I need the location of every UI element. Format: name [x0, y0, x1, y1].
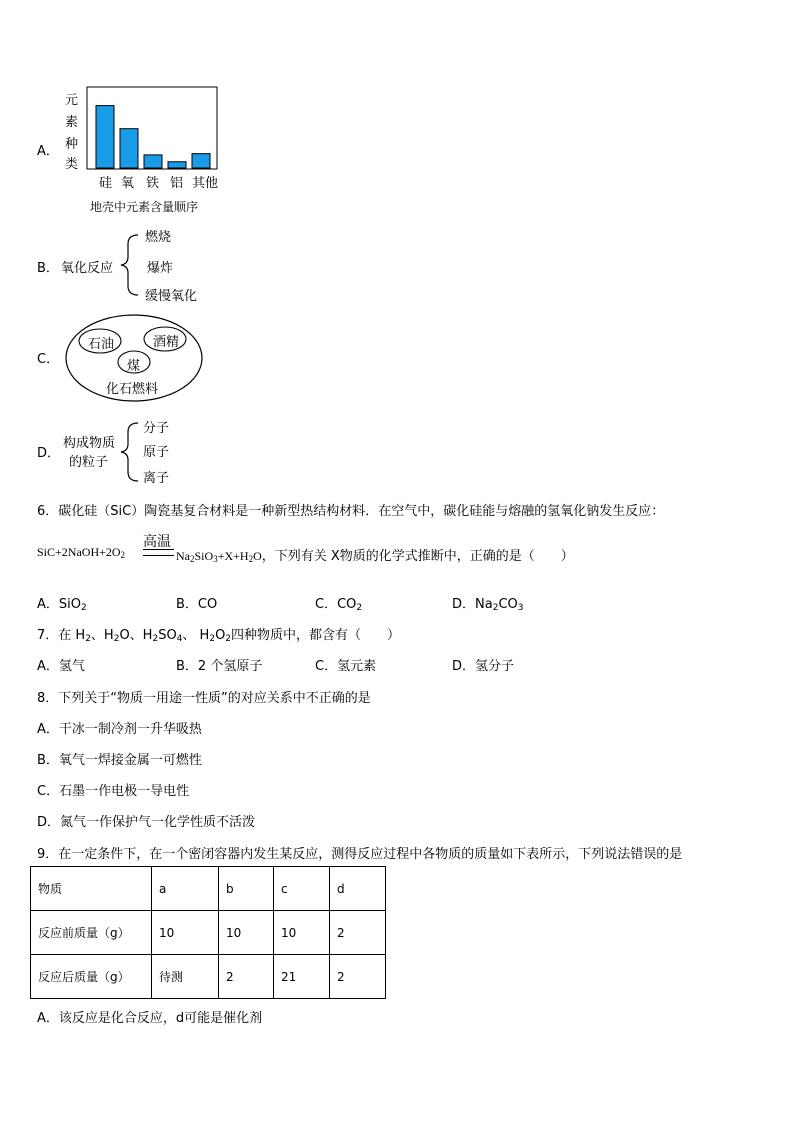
venn-label-fossil-fuel: 化石燃料 [106, 382, 159, 397]
equation-product: SiO [194, 549, 214, 563]
stem-text: SO [158, 628, 177, 643]
ylabel-char: 类 [65, 157, 79, 172]
venn-label-coal: 煤 [127, 359, 141, 374]
table-cell: 10 [219, 911, 274, 955]
option-text: C．CO [315, 597, 357, 612]
chemical-equation [37, 545, 125, 560]
q6-option [452, 593, 523, 613]
q8-option: D．氮气一作保护气一化学性质不活泼 [37, 815, 256, 830]
subscript: 2 [225, 634, 232, 644]
subscript: 2 [120, 550, 126, 560]
brace-icon [118, 420, 142, 484]
table-row [31, 955, 386, 999]
chart-caption: 地壳中元素含量顺序 [90, 200, 199, 214]
option-b-label: B． [37, 261, 59, 276]
q7-option: A．氢气 [37, 659, 85, 674]
brace-item: 缓慢氧化 [145, 289, 198, 304]
brace-item: 爆炸 [147, 261, 174, 276]
brace-item: 离子 [143, 471, 170, 486]
x-tick-label: 氧 [121, 176, 135, 191]
mass-table [30, 866, 386, 999]
table-cell: 21 [274, 955, 330, 999]
venn-label-petroleum: 石油 [88, 337, 115, 352]
q8-option: A．干冰一制冷剂一升华吸热 [37, 722, 202, 737]
subscript: 2 [209, 634, 216, 644]
equation-product: Na [176, 549, 190, 563]
subscript: 4 [176, 634, 183, 644]
ylabel-char: 元 [65, 93, 79, 108]
table-cell: 2 [330, 911, 386, 955]
table-row [31, 911, 386, 955]
table-cell: 反应前质量（g） [31, 911, 152, 955]
brace-item: 分子 [143, 421, 170, 436]
q6-option [176, 593, 217, 612]
subscript: 2 [492, 603, 499, 613]
q9-option: A．该反应是化合反应，d可能是催化剂 [37, 1011, 263, 1026]
ylabel-char: 种 [65, 137, 79, 152]
x-tick-label: 铝 [170, 176, 184, 191]
equation-product: O [253, 549, 262, 563]
equation-reactants: SiC+2NaOH+2O [37, 545, 121, 559]
bar-2 [144, 155, 162, 168]
stem-text: O [215, 628, 226, 643]
element-bar-chart [86, 86, 220, 172]
bar-3 [168, 162, 186, 168]
q6-option [315, 593, 362, 613]
brace-item: 原子 [143, 445, 170, 460]
stem-text: 、H [90, 628, 114, 643]
brace-icon [118, 232, 142, 298]
bar-4 [192, 154, 210, 168]
option-text: A．SiO [37, 597, 81, 612]
reaction-condition: 高温 [143, 534, 171, 550]
subscript: 2 [85, 634, 91, 644]
table-cell: 10 [274, 911, 330, 955]
table-header-cell: b [219, 867, 274, 911]
option-text: B．CO [176, 597, 218, 612]
table-cell: 10 [152, 911, 219, 955]
subscript: 2 [248, 554, 254, 564]
subscript: 2 [356, 603, 363, 613]
subscript: 3 [213, 554, 218, 564]
q7-option: C．氢元素 [315, 659, 377, 674]
option-text: D．Na [452, 597, 493, 612]
bar-0 [96, 106, 114, 168]
q8-option: C．石墨一作电极一导电性 [37, 784, 190, 799]
x-tick-label: 铁 [146, 176, 160, 191]
option-text: CO [498, 597, 518, 612]
q6-option [37, 593, 87, 613]
brace-item: 燃烧 [145, 230, 172, 245]
table-cell: 待测 [152, 955, 219, 999]
question-6-stem: 6．碳化硅（SiC）陶瓷基复合材料是一种新型热结构材料．在空气中，碳化硅能与熔融的氢氧化钠发生反应： [37, 504, 665, 519]
table-header-cell: a [152, 867, 219, 911]
table-cell: 反应后质量（g） [31, 955, 152, 999]
question-6-tail: ，下列有关 X物质的化学式推断中，正确的是（ ） [261, 549, 574, 564]
stem-text: 四种物质中，都含有（ ） [231, 628, 401, 643]
option-d-label: D． [37, 446, 61, 461]
stem-text: O、H [119, 628, 153, 643]
table-header-cell: d [330, 867, 386, 911]
q8-option: B．氧气一焊接金属一可燃性 [37, 753, 202, 768]
q7-option: D．氢分子 [452, 659, 515, 674]
subscript: 2 [152, 634, 159, 644]
subscript: 2 [81, 603, 87, 613]
subscript: 3 [517, 603, 524, 613]
option-c-label: C． [37, 352, 60, 367]
subscript: 2 [190, 554, 195, 564]
q7-option: B．2 个氢原子 [176, 659, 263, 674]
x-tick-label: 其他 [192, 176, 219, 191]
stem-text: 、 H [182, 628, 210, 643]
question-9-stem: 9．在一定条件下，在一个密闭容器内发生某反应，测得反应过程中各物质的质量如下表所示，下列说法错误的是 [37, 847, 683, 862]
stem-text: 7．在 H [37, 628, 86, 643]
reaction-equals-sign [143, 549, 174, 556]
question-8-stem: 8．下列关于“物质一用途一性质”的对应关系中不正确的是 [37, 691, 371, 706]
ylabel-char: 素 [65, 115, 79, 130]
venn-label-alcohol: 酒精 [153, 335, 180, 350]
table-header-cell: 物质 [31, 867, 152, 911]
x-tick-label: 硅 [99, 176, 113, 191]
brace-root-text: 的粒子 [69, 455, 109, 470]
equation-product: +X+H [217, 549, 249, 563]
option-a-label: A． [37, 144, 59, 159]
table-header-row [31, 867, 386, 911]
equation-products-line [176, 545, 574, 564]
question-7-stem [37, 624, 400, 644]
table-cell: 2 [219, 955, 274, 999]
brace-root-text: 氧化反应 [61, 261, 114, 276]
table-header-cell: c [274, 867, 330, 911]
subscript: 2 [113, 634, 120, 644]
table-cell: 2 [330, 955, 386, 999]
bar-1 [120, 129, 138, 168]
brace-root-text: 构成物质 [63, 436, 116, 451]
